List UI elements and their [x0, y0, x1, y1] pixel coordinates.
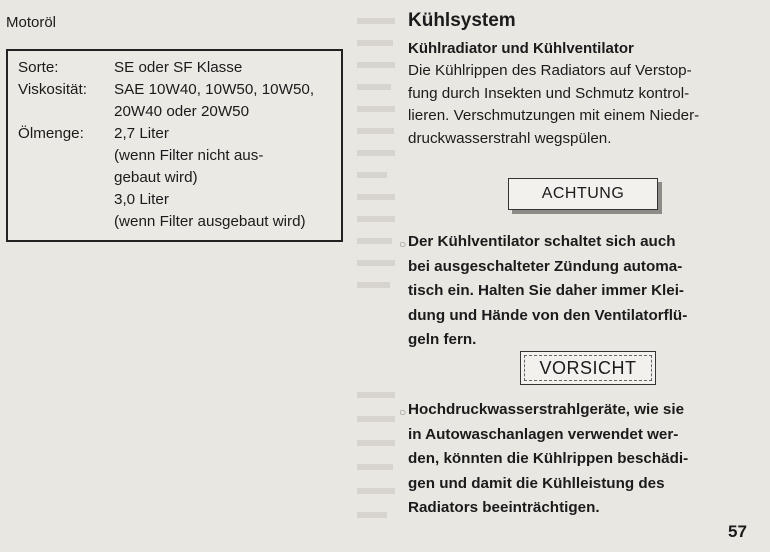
spec-value-line: (wenn Filter ausgebaut wird): [114, 213, 306, 230]
warning-line: geln fern.: [408, 331, 477, 348]
achtung-label: ACHTUNG: [508, 178, 658, 210]
bleed-through-lines: [355, 8, 397, 528]
spec-value: [114, 123, 344, 233]
body-paragraph: [408, 60, 756, 150]
warning-line: bei ausgeschalteter Zündung automa-: [408, 257, 683, 275]
bullet-icon: ○: [399, 405, 407, 419]
warning-line: dung und Hände von den Ventilatorflü-: [408, 306, 688, 324]
bullet-icon: ○: [399, 237, 407, 251]
vorsicht-label: VORSICHT: [520, 351, 656, 385]
spec-value-line: 20W40 oder 20W50: [114, 103, 250, 120]
spec-key: Viskosität:: [18, 81, 87, 98]
spec-value-line: SAE 10W40, 10W50, 10W50,: [114, 81, 315, 98]
spec-value-line: 3,0 Liter: [114, 191, 169, 208]
spec-value-line: (wenn Filter nicht aus-: [114, 147, 264, 164]
warning-line: tisch ein. Halten Sie daher immer Klei-: [408, 282, 684, 299]
warning-line: Der Kühlventilator schaltet sich auch: [408, 233, 676, 250]
page-number: 57: [728, 522, 747, 541]
warning-line: den, könnten die Kühlrippen beschädi-: [408, 450, 689, 467]
body-line: druckwasserstrahl wegspülen.: [408, 129, 612, 147]
bleed-through-column: [355, 8, 397, 534]
warning-line: in Autowaschanlagen verwendet wer-: [408, 425, 679, 443]
spec-value-line: gebaut wird): [114, 169, 198, 186]
warning-line: Hochdruckwasserstrahlgeräte, wie sie: [408, 401, 685, 418]
body-line: Die Kühlrippen des Radiators auf Verstop-: [408, 62, 692, 79]
spec-value: [114, 57, 344, 79]
vorsicht-warning-text: [399, 398, 758, 521]
spec-value: [114, 79, 344, 123]
engine-oil-spec-box: [6, 49, 343, 242]
spec-value-line: SE oder SF Klasse: [114, 59, 243, 76]
warning-line: gen und damit die Kühlleistung des: [408, 474, 665, 492]
section-subtitle: Kühlradiator und Kühlventilator: [408, 40, 634, 57]
spec-value-line: 2,7 Liter: [114, 125, 169, 142]
section-label-motoroel: Motoröl: [6, 14, 57, 31]
achtung-warning-text: [399, 230, 758, 353]
page-title: Kühlsystem: [408, 10, 516, 31]
body-line: lieren. Verschmutzungen mit einem Nieder-: [408, 107, 700, 124]
spec-key: Ölmenge:: [18, 125, 84, 142]
body-line: fung durch Insekten und Schmutz kontrol-: [408, 84, 690, 102]
spec-key: Sorte:: [18, 59, 59, 76]
warning-line: Radiators beeinträchtigen.: [408, 499, 600, 516]
